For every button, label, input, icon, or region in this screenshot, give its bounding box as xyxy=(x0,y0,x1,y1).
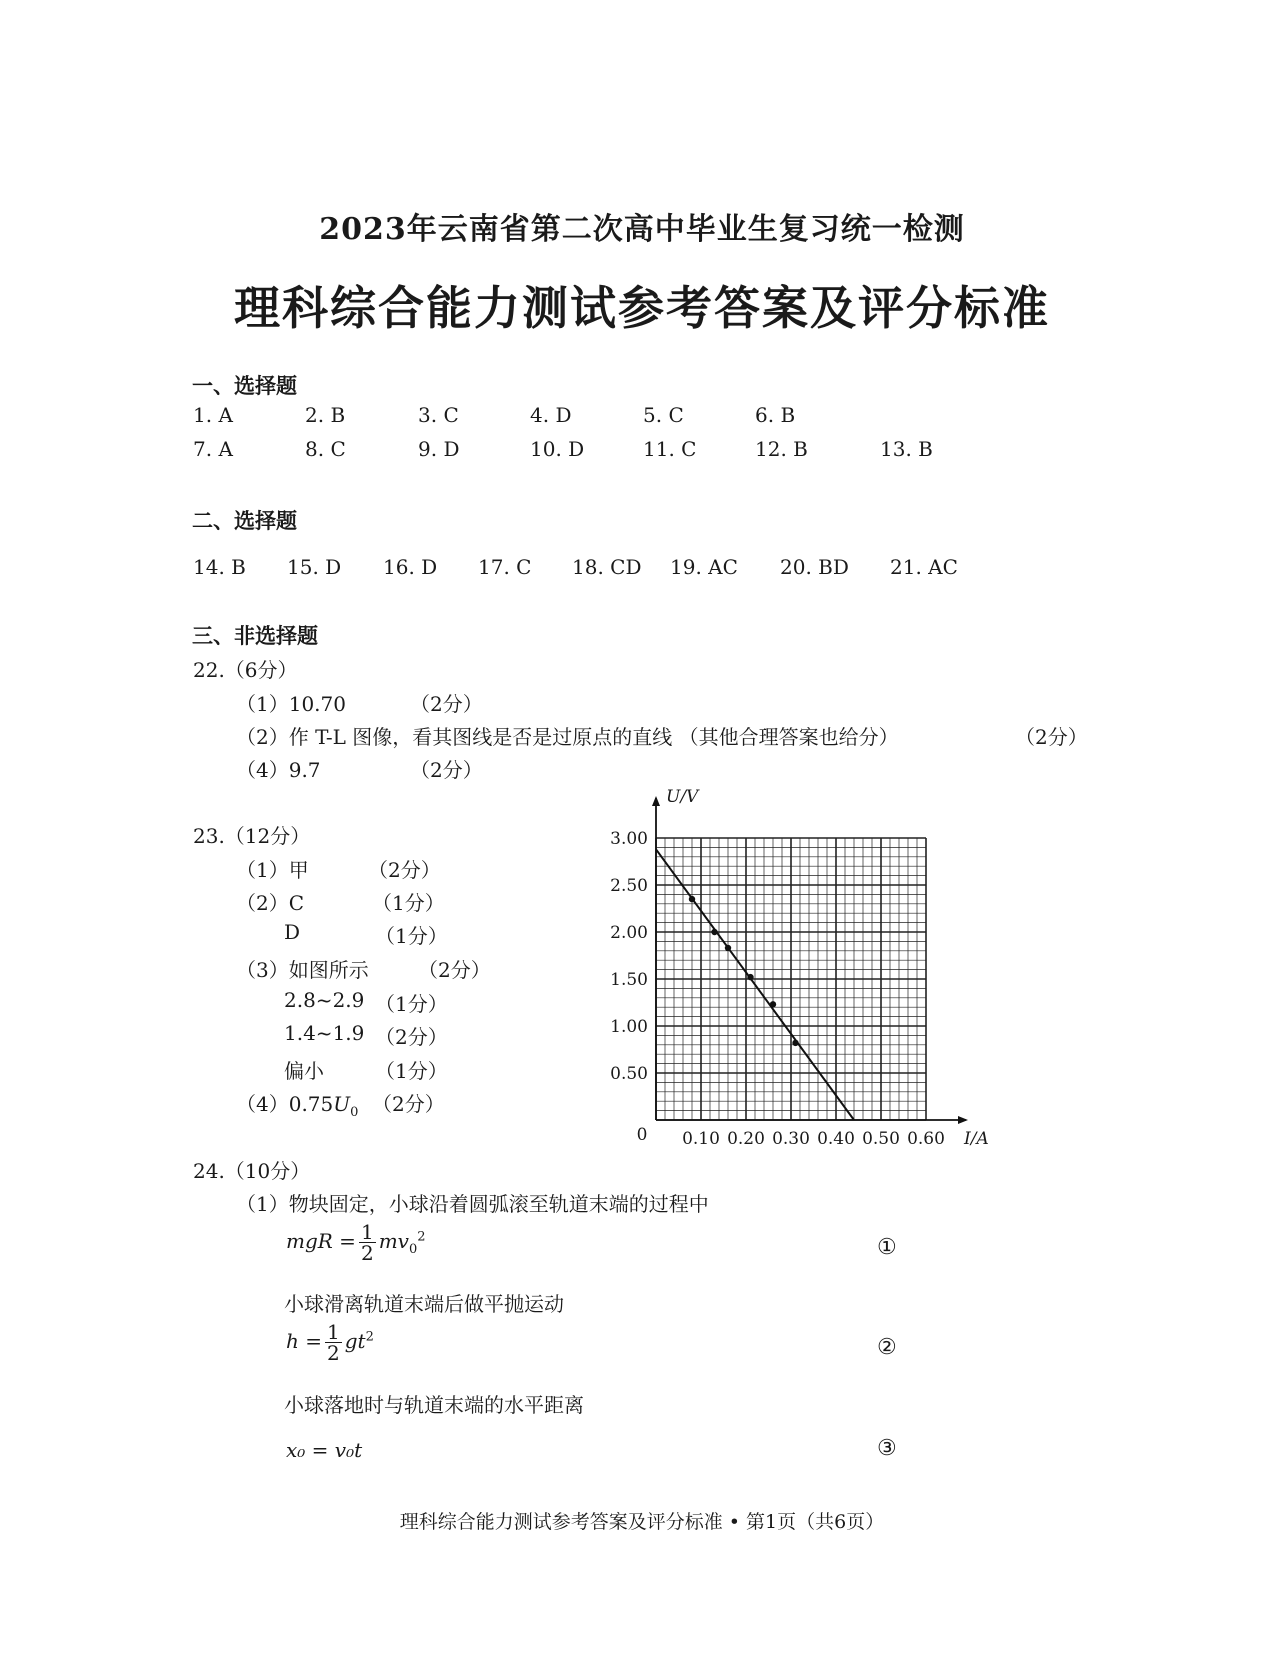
y-tick-label: 3.00 xyxy=(610,829,648,849)
page-subtitle: 2023年云南省第二次高中毕业生复习统一检测 xyxy=(319,212,965,247)
answer-item: 3. C xyxy=(418,403,459,427)
q23-points-6: （2分） xyxy=(375,1025,448,1049)
answer-item: 10. D xyxy=(530,437,585,461)
q23-points-1: （2分） xyxy=(368,858,441,882)
answer-item: 16. D xyxy=(383,555,438,579)
answer-item: 12. B xyxy=(755,437,808,461)
origin-label: 0 xyxy=(636,1125,648,1145)
q24-paragraph-3: 小球落地时与轨道末端的水平距离 xyxy=(284,1393,584,1417)
answer-item: 5. C xyxy=(643,403,684,427)
y-tick-label: 1.00 xyxy=(610,1017,648,1037)
q23-line-3: D xyxy=(284,920,301,944)
data-point xyxy=(725,945,731,951)
q22-answer-1: （1）10.70 xyxy=(236,692,346,716)
answer-item: 6. B xyxy=(755,403,796,427)
q23-line-4: （3）如图所示 xyxy=(236,958,369,982)
data-point xyxy=(770,1001,776,1007)
q22-answer-4: （4）9.7 xyxy=(236,758,321,782)
q23-points-7: （1分） xyxy=(375,1059,448,1083)
answer-item: 9. D xyxy=(418,437,460,461)
page-footer: 理科综合能力测试参考答案及评分标准 • 第1页（共6页） xyxy=(399,1511,885,1533)
x-axis-arrow xyxy=(958,1116,968,1124)
answer-item: 2. B xyxy=(305,403,346,427)
q23-line-5: 2.8~2.9 xyxy=(284,988,365,1012)
answer-item: 20. BD xyxy=(780,555,849,579)
section-heading-3: 三、非选择题 xyxy=(192,624,318,648)
answer-item: 11. C xyxy=(643,437,697,461)
q22-answer-2: （2）作 T-L 图像，看其图线是否是过原点的直线 （其他合理答案也给分） xyxy=(236,725,899,749)
equation-2-mark: ② xyxy=(877,1335,897,1360)
answer-item: 14. B xyxy=(193,555,246,579)
q22-points-4: （2分） xyxy=(410,758,483,782)
section-heading-2: 二、选择题 xyxy=(192,509,297,533)
q24-paragraph-1: （1）物块固定，小球沿着圆弧滚至轨道末端的过程中 xyxy=(236,1192,709,1216)
x-tick-label: 0.20 xyxy=(727,1129,765,1149)
data-point xyxy=(747,974,753,980)
data-point xyxy=(689,896,695,902)
q22-points-1: （2分） xyxy=(410,692,483,716)
equation-1-mark: ① xyxy=(877,1235,897,1260)
y-tick-label: 0.50 xyxy=(610,1064,648,1084)
x-tick-label: 0.50 xyxy=(862,1129,900,1149)
x-tick-label: 0.10 xyxy=(682,1129,720,1149)
answer-item: 7. A xyxy=(193,437,233,461)
answer-item: 21. AC xyxy=(890,555,958,579)
y-tick-label: 2.50 xyxy=(610,876,648,896)
answer-item: 19. AC xyxy=(670,555,738,579)
q23-line-1: （1）甲 xyxy=(236,858,309,882)
question-22-head: 22.（6分） xyxy=(193,658,298,682)
data-point xyxy=(792,1040,798,1046)
x-tick-label: 0.60 xyxy=(907,1129,945,1149)
y-tick-label: 1.50 xyxy=(610,970,648,990)
y-tick-label: 2.00 xyxy=(610,923,648,943)
answer-item: 18. CD xyxy=(572,555,642,579)
section-heading-1: 一、选择题 xyxy=(192,374,297,398)
q23-line-2: （2）C xyxy=(236,891,305,915)
q22-points-2: （2分） xyxy=(1015,725,1088,749)
q23-line-8: $(4)0.75U_0$ xyxy=(236,1092,359,1120)
page-title: 理科综合能力测试参考答案及评分标准 xyxy=(234,281,1050,335)
x-axis-label: I/A xyxy=(964,1129,989,1149)
q23-line-6: 1.4~1.9 xyxy=(284,1021,365,1045)
q23-points-3: （1分） xyxy=(375,924,448,948)
q23-points-8: （2分） xyxy=(372,1092,445,1116)
y-axis-label: U/V xyxy=(666,787,699,807)
answer-item: 8. C xyxy=(305,437,346,461)
answer-item: 1. A xyxy=(193,403,233,427)
q24-paragraph-2: 小球滑离轨道末端后做平抛运动 xyxy=(284,1292,564,1316)
question-23-head: 23.（12分） xyxy=(193,824,311,848)
y-axis-arrow xyxy=(652,796,660,806)
u-i-chart xyxy=(600,787,989,1150)
equation-3-mark: ③ xyxy=(877,1436,897,1461)
equation-3: x₀ = v₀t xyxy=(286,1438,363,1462)
x-tick-label: 0.40 xyxy=(817,1129,855,1149)
q23-points-4: （2分） xyxy=(418,958,491,982)
q23-line-7: 偏小 xyxy=(284,1059,324,1083)
answer-item: 4. D xyxy=(530,403,572,427)
equation-2: h = $\frac{1}{2}$ $gt^2$ xyxy=(286,1320,374,1365)
q23-points-5: （1分） xyxy=(375,992,448,1016)
answer-item: 17. C xyxy=(478,555,532,579)
answer-item: 13. B xyxy=(880,437,933,461)
q23-points-2: （1分） xyxy=(372,891,445,915)
equation-1: mgR = $\frac{1}{2}$ $mv_0^2$ xyxy=(286,1220,426,1265)
question-24-head: 24.（10分） xyxy=(193,1159,311,1183)
answer-item: 15. D xyxy=(287,555,342,579)
x-tick-label: 0.30 xyxy=(772,1129,810,1149)
data-point xyxy=(711,929,717,935)
